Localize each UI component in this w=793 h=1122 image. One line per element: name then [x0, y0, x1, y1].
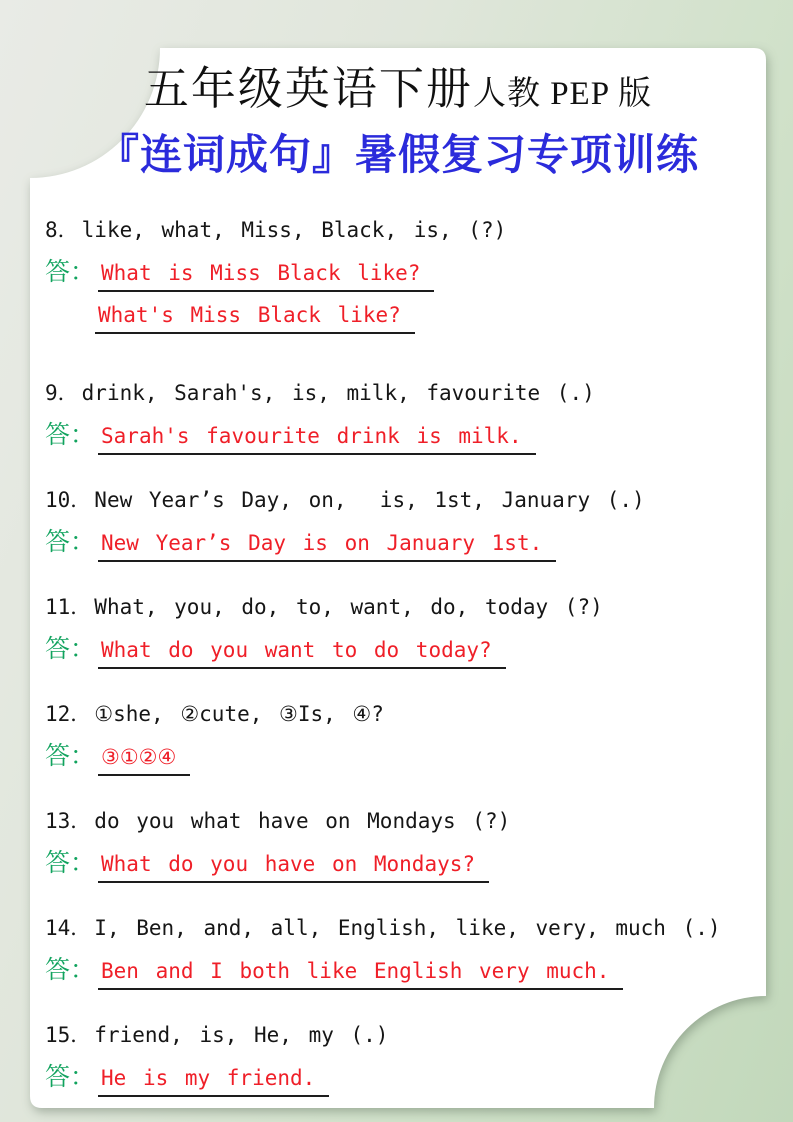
- question-number: 10．: [45, 488, 92, 512]
- answer-text: What do you have on Mondays?: [98, 849, 489, 883]
- question-line: [45, 479, 761, 521]
- question-prompt: What, you, do, to, want, do, today (?): [94, 595, 603, 619]
- question-line: [45, 372, 761, 414]
- answer-text: Sarah's favourite drink is milk.: [98, 421, 536, 455]
- question-line: [45, 693, 761, 735]
- answer-row: [45, 296, 761, 338]
- question-prompt: I, Ben, and, all, English, like, very, much (.): [94, 916, 721, 940]
- question-prompt: ①she, ②cute, ③Is, ④?: [94, 702, 384, 726]
- answer-text: New Year’s Day is on January 1st.: [98, 528, 556, 562]
- question-number: 13．: [45, 809, 92, 833]
- question-line: [45, 209, 761, 251]
- answer-text: What's Miss Black like?: [95, 300, 415, 334]
- question-item: [45, 372, 761, 459]
- question-item: [45, 800, 761, 887]
- question-prompt: New Year’s Day, on, is, 1st, January (.): [94, 488, 645, 512]
- question-item: [45, 479, 761, 566]
- answer-text: What do you want to do today?: [98, 635, 506, 669]
- answer-text: He is my friend.: [98, 1063, 329, 1097]
- answer-text: ③①②④: [98, 742, 190, 776]
- question-line: [45, 800, 761, 842]
- page-subtitle: 『连词成句』暑假复习专项训练: [96, 133, 699, 179]
- question-line: [45, 1014, 761, 1056]
- answer-text: Ben and I both like English very much.: [98, 956, 623, 990]
- answer-prefix: 答：: [45, 257, 96, 286]
- question-item: [45, 693, 761, 780]
- answer-prefix: 答：: [45, 634, 96, 663]
- question-item: [45, 209, 761, 338]
- page-title: [30, 52, 766, 117]
- answer-row: [45, 414, 761, 459]
- answer-row: [45, 628, 761, 673]
- answer-row: [45, 842, 761, 887]
- question-number: 12．: [45, 702, 92, 726]
- answer-row: [45, 1056, 761, 1101]
- question-list: [45, 209, 761, 1121]
- answer-prefix: 答：: [45, 848, 96, 877]
- question-prompt: drink, Sarah's, is, milk, favourite (.): [81, 381, 595, 405]
- answer-prefix: 答：: [45, 420, 96, 449]
- question-number: 14．: [45, 916, 92, 940]
- question-number: 8．: [45, 218, 79, 242]
- answer-row: [45, 251, 761, 296]
- question-number: 15．: [45, 1023, 92, 1047]
- answer-prefix: 答：: [45, 741, 96, 770]
- question-line: [45, 907, 761, 949]
- answer-prefix: 答：: [45, 527, 96, 556]
- title-main-text: 五年级英语下册: [143, 64, 473, 114]
- answer-row: [45, 949, 761, 994]
- question-item: [45, 1014, 761, 1101]
- answer-text: What is Miss Black like?: [98, 258, 434, 292]
- question-line: [45, 586, 761, 628]
- question-prompt: like, what, Miss, Black, is, (?): [81, 218, 507, 242]
- question-prompt: friend, is, He, my (.): [94, 1023, 389, 1047]
- answer-prefix: 答：: [45, 1062, 96, 1091]
- question-item: [45, 907, 761, 994]
- question-item: [45, 586, 761, 673]
- question-prompt: do you what have on Mondays (?): [94, 809, 511, 833]
- answer-prefix: 答：: [45, 955, 96, 984]
- question-number: 11．: [45, 595, 92, 619]
- title-sub-text: 人教 PEP 版: [472, 76, 653, 112]
- answer-row: [45, 735, 761, 780]
- question-number: 9．: [45, 381, 79, 405]
- answer-row: [45, 521, 761, 566]
